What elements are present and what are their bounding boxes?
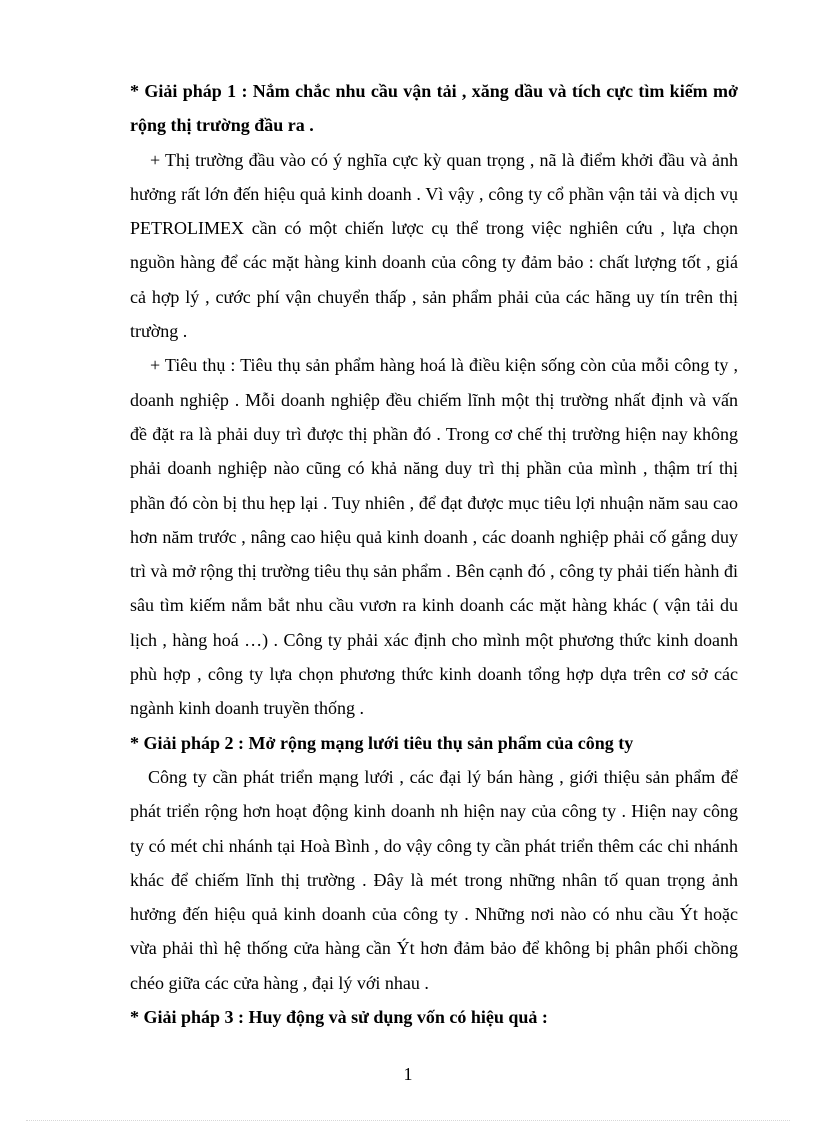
solution-1-heading: * Giải pháp 1 : Nắm chắc nhu cầu vận tải , xăng dầu và tích cực tìm kiếm mở rộng thị trường đầu ra .	[130, 81, 738, 136]
footer-divider	[26, 1120, 790, 1121]
solution-2-heading: * Giải pháp 2 : Mở rộng mạng lưới tiêu thụ sản phẩm của công ty	[130, 732, 634, 753]
distribution-network-paragraph: Công ty cần phát triển mạng lưới , các đại lý bán hàng , giới thiệu sản phẩm để phát triển rộng hơn hoạt động kinh doanh nh hiện nay của công ty . Hiện nay công ty có mét chi nhánh tại Hoà Bình , do vậy công ty cần phát triển thêm các chi nhánh khác để chiếm lĩnh thị trường . Đây là mét trong những nhân tố quan trọng ảnh hưởng đến hiệu quả kinh doanh của công ty . Những nơi nào có nhu cầu Ýt hoặc vừa phải thì hệ thống cửa hàng cần Ýt hơn đảm bảo để không bị phân phối chồng chéo giữa các cửa hàng , đại lý với nhau .	[130, 766, 738, 993]
document-body	[130, 74, 738, 1034]
consumption-paragraph: + Tiêu thụ : Tiêu thụ sản phẩm hàng hoá là điều kiện sống còn của mỗi công ty , doanh nghiệp . Mỗi doanh nghiệp đều chiếm lĩnh một thị trường nhất định và vấn đề đặt ra là phải duy trì được thị phần đó . Trong cơ chế thị trường hiện nay không phải doanh nghiệp nào cũng có khả năng duy trì thị phần của mình , thậm trí thị phần đó còn bị thu hẹp lại . Tuy nhiên , để đạt được mục tiêu lợi nhuận năm sau cao hơn năm trước , nâng cao hiệu quả kinh doanh , các doanh nghiệp phải cố gắng duy trì và mở rộng thị trường tiêu thụ sản phẩm . Bên cạnh đó , công ty phải tiến hành đi sâu tìm kiếm nắm bắt nhu cầu vươn ra kinh doanh các mặt hàng khác ( vận tải du lịch , hàng hoá …) . Công ty phải xác định cho mình một phương thức kinh doanh phù hợp , công ty lựa chọn phương thức kinh doanh tổng hợp dựa trên cơ sở các ngành kinh doanh truyền thống .	[130, 355, 738, 719]
input-market-paragraph: + Thị trường đầu vào có ý nghĩa cực kỳ quan trọng , nã là điểm khởi đầu và ảnh hưởng rất lớn đến hiệu quả kinh doanh . Vì vậy , công ty cổ phần vận tải và dịch vụ PETROLIMEX cần có một chiến lược cụ thể trong việc nghiên cứu , lựa chọn nguồn hàng để các mặt hàng kinh doanh của công ty đảm bảo : chất lượng tốt , giá cả hợp lý , cước phí vận chuyển thấp , sản phẩm phải của các hãng uy tín trên thị trường .	[130, 149, 738, 342]
page-number: 1	[403, 1064, 413, 1084]
solution-3-heading: * Giải pháp 3 : Huy động và sử dụng vốn có hiệu quả :	[130, 1007, 548, 1028]
